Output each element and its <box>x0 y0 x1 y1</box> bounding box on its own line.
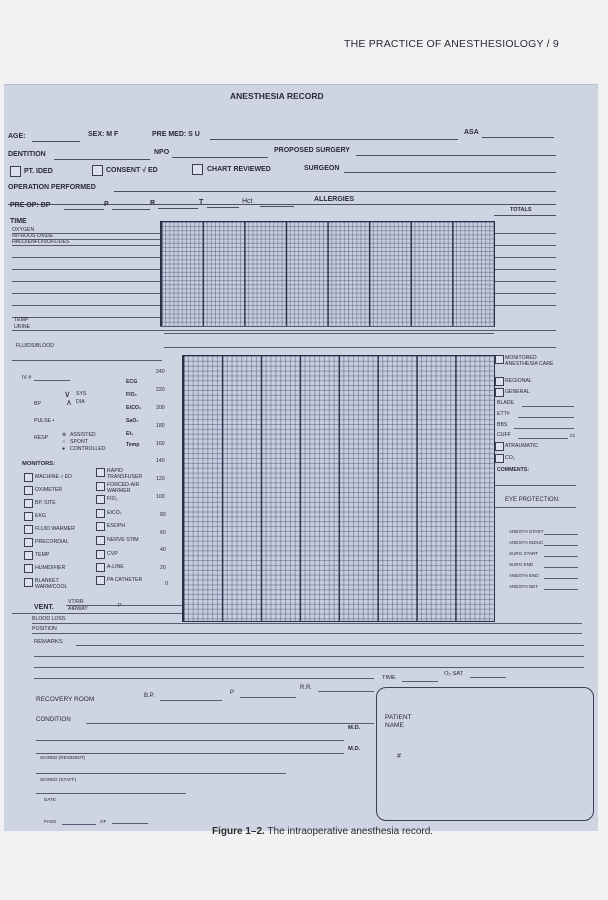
totals-row-line <box>494 293 556 294</box>
fio2-monitor-checkbox[interactable] <box>96 495 105 504</box>
totals-row-line <box>494 245 556 246</box>
nitrous-oxide-label: NITROUS OXIDE <box>12 233 53 239</box>
position-line[interactable] <box>32 633 582 634</box>
recovery-room-label: RECOVERY ROOM <box>36 696 95 703</box>
consent-label: CONSENT √ ED <box>106 167 158 174</box>
totals-row-line <box>494 269 556 270</box>
temp-label: TEMP <box>14 317 29 323</box>
surgeon-label: SURGEON <box>304 165 340 172</box>
ecg-label: ECG <box>126 379 138 385</box>
gas-row-line <box>12 233 160 234</box>
gas-time-grid[interactable] <box>160 221 495 327</box>
regional-label: REGIONAL <box>505 378 532 384</box>
totals-line <box>494 215 556 216</box>
remarks-line[interactable] <box>34 656 584 657</box>
allergies-label: ALLERGIES <box>314 196 355 203</box>
blanket-label: BLANKET WARM/COOL <box>35 578 68 590</box>
temp-monitor-checkbox[interactable] <box>24 551 33 560</box>
humidifier-label: HUMIDIFIER <box>35 565 66 571</box>
fio2-label: FIO₂ <box>126 392 137 398</box>
anesthesia-record-form <box>4 84 598 831</box>
cc-label: cc <box>570 433 576 439</box>
precordial-checkbox[interactable] <box>24 538 33 547</box>
operation-performed-label: OPERATION PERFORMED <box>8 184 96 191</box>
chart-reviewed-checkbox[interactable] <box>192 164 203 175</box>
etco2-monitor-checkbox[interactable] <box>96 509 105 518</box>
md-line-1[interactable] <box>36 740 344 741</box>
blade-field[interactable] <box>522 406 574 407</box>
dia-chevron-icon: ∧ <box>66 398 72 407</box>
md-label-1: M.D. <box>348 725 361 731</box>
ett-label: ETT# <box>497 411 510 417</box>
co2-label: CO₂ <box>505 455 515 461</box>
patient-identification-box <box>376 687 594 821</box>
scale-180: 180 <box>156 423 165 429</box>
scale-140: 140 <box>156 458 165 464</box>
rapid-transfuser-label: RAPID TRANSFUSER <box>107 468 143 480</box>
proposed-surgery-label: PROPOSED SURGERY <box>274 147 350 154</box>
o2sat-field[interactable] <box>470 677 506 678</box>
npo-label: NPO <box>154 149 170 156</box>
of-field[interactable] <box>112 823 148 824</box>
scale-200: 200 <box>156 405 165 411</box>
bottom-time-field[interactable] <box>402 681 438 682</box>
preop-hct-label: Hct <box>242 198 253 205</box>
vtrr-label: VT/RR <box>68 599 84 605</box>
md-line-2[interactable] <box>36 753 344 754</box>
iv-field[interactable] <box>34 380 70 381</box>
totals-row-line <box>494 305 556 306</box>
cuff-label: CUFF <box>497 432 511 438</box>
oxygen-label: OXYGEN <box>12 227 35 233</box>
remarks-line[interactable] <box>34 667 584 668</box>
comments-line[interactable] <box>494 485 576 486</box>
signed-staff-line[interactable] <box>36 773 286 774</box>
temp-param-label: Temp <box>126 442 140 448</box>
anesth-induc-field[interactable] <box>544 545 578 546</box>
strip-line <box>160 326 494 327</box>
scale-100: 100 <box>156 494 165 500</box>
figure-caption-text: The intraoperative anesthesia record. <box>267 826 434 837</box>
gas-row-line <box>12 293 160 294</box>
operation-performed-field[interactable] <box>114 191 556 192</box>
anesth-start-field[interactable] <box>544 534 578 535</box>
condition-label: CONDITION <box>36 716 71 723</box>
scale-160: 160 <box>156 441 165 447</box>
preop-bp-field[interactable] <box>64 209 104 210</box>
pa-catheter-label: PA CATHETER <box>107 577 143 583</box>
vent-bottom-line <box>12 613 182 614</box>
ekg-label: EKG <box>35 513 46 519</box>
mac-label: MONITORED ANESTHESIA CARE <box>505 355 554 367</box>
pt-ided-checkbox[interactable] <box>10 166 21 177</box>
urine-label: URINE <box>14 324 31 330</box>
scale-20: 20 <box>160 565 166 571</box>
allergies-field[interactable] <box>366 204 556 205</box>
nerve-stim-label: NERVE STIM <box>107 537 139 543</box>
vent-p-label: P <box>118 603 122 609</box>
page-field[interactable] <box>62 824 96 825</box>
rr-p-label: P <box>230 690 235 696</box>
rr-rr-field[interactable] <box>318 691 374 692</box>
totals-label: TOTALS <box>510 207 532 213</box>
fluids-row-line <box>164 347 556 348</box>
machine-checked-checkbox[interactable] <box>24 473 33 482</box>
preop-hct-field[interactable] <box>260 206 294 207</box>
controlled-label: CONTROLLED <box>70 446 106 452</box>
sao2-label: SaO₂ <box>126 418 139 424</box>
scale-0: 0 <box>165 581 168 587</box>
scale-240: 240 <box>156 369 165 375</box>
preop-t-label: T <box>199 199 204 206</box>
bbs-field[interactable] <box>514 428 574 429</box>
anesth-induc-label: ANESTH INDUC <box>509 540 544 545</box>
regional-checkbox[interactable] <box>495 377 504 386</box>
precordial-label: PRECORDIAL <box>35 539 69 545</box>
preop-bp-label: PRE OP: BP <box>10 202 51 209</box>
anesth-end-label: ANESTH END <box>509 573 539 578</box>
running-head: THE PRACTICE OF ANESTHESIOLOGY / 9 <box>344 38 559 50</box>
remarks-line[interactable] <box>34 678 374 679</box>
date-label: DATE <box>44 797 56 802</box>
age-field[interactable] <box>32 141 80 142</box>
gas-row-line <box>12 317 160 318</box>
npo-field[interactable] <box>172 157 268 158</box>
scale-220: 220 <box>156 387 165 393</box>
oximeter-label: OXIMETER <box>35 487 63 493</box>
surg-start-label: SURG START <box>509 551 539 556</box>
co2-checkbox[interactable] <box>495 454 504 463</box>
fluids-blood-label: FLUIDS/BLOOD <box>16 343 55 349</box>
rr-p-field[interactable] <box>240 697 296 698</box>
preop-p-field[interactable] <box>112 209 150 210</box>
etco2-label: EtCO₂ <box>126 405 142 411</box>
dia-label: DIA <box>76 399 85 405</box>
figure-label: Figure 1–2. <box>212 826 265 837</box>
totals-row-line <box>494 281 556 282</box>
scale-80: 80 <box>160 512 166 518</box>
remarks-label: REMARKS <box>34 639 63 645</box>
ett-field[interactable] <box>518 417 574 418</box>
anesth-end-field[interactable] <box>544 578 578 579</box>
gas-row-line <box>12 239 160 240</box>
general-label: GENERAL <box>505 389 530 395</box>
mac-checkbox[interactable] <box>495 355 504 364</box>
blood-loss-line[interactable] <box>32 623 582 624</box>
oximeter-checkbox[interactable] <box>24 486 33 495</box>
patient-number-label: # <box>397 753 401 760</box>
surg-start-field[interactable] <box>544 556 578 557</box>
assisted-radio-icon[interactable]: ⊗ <box>62 432 67 438</box>
dentition-label: DENTITION <box>8 151 46 158</box>
scale-60: 60 <box>160 530 166 536</box>
gas-row-line <box>12 269 160 270</box>
iv-label: IV # <box>22 375 32 381</box>
eye-protection-line[interactable] <box>494 507 576 508</box>
temp-monitor-label: TEMP <box>35 552 50 558</box>
a-line-checkbox[interactable] <box>96 563 105 572</box>
gas-row-line <box>12 257 160 258</box>
etco2-monitor-label: EtCO₂ <box>107 510 122 516</box>
remarks-line[interactable] <box>76 645 584 646</box>
rr-rr-label: R.R. <box>300 685 312 691</box>
fluid-warmer-checkbox[interactable] <box>24 525 33 534</box>
asa-field[interactable] <box>482 137 554 138</box>
time-label: TIME <box>10 218 27 225</box>
date-line[interactable] <box>36 793 186 794</box>
nerve-stim-checkbox[interactable] <box>96 536 105 545</box>
blanket-checkbox[interactable] <box>24 578 33 587</box>
a-line-label: A-LINE <box>107 564 124 570</box>
figure-caption <box>212 826 433 837</box>
spont-radio-icon[interactable]: ○ <box>62 439 66 445</box>
esoph-checkbox[interactable] <box>96 522 105 531</box>
preop-t-field[interactable] <box>207 207 239 208</box>
preop-r-label: R <box>150 200 156 207</box>
signed-resident-label: SIGNED (RESIDENT) <box>40 755 86 760</box>
surg-end-field[interactable] <box>544 567 578 568</box>
proposed-surgery-field[interactable] <box>356 155 556 156</box>
position-label: POSITION <box>32 626 57 632</box>
rapid-transfuser-checkbox[interactable] <box>96 468 105 477</box>
pt-ided-label: PT. IDED <box>24 168 53 175</box>
page-label: PAGE <box>44 819 57 824</box>
ekg-checkbox[interactable] <box>24 512 33 521</box>
urine-line <box>12 330 556 331</box>
asa-label: ASA <box>464 129 479 136</box>
halo-label: HALO/ENFL/ISOFL/DES <box>12 239 70 245</box>
bp-site-checkbox[interactable] <box>24 499 33 508</box>
humidifier-checkbox[interactable] <box>24 564 33 573</box>
blood-loss-label: BLOOD LOSS <box>32 616 66 622</box>
controlled-radio-icon[interactable]: ● <box>62 446 66 452</box>
totals-row-line <box>494 257 556 258</box>
cvp-label: CVP <box>107 551 118 557</box>
comments-label: COMMENTS: <box>497 467 529 473</box>
consent-checkbox[interactable] <box>92 165 103 176</box>
chart-reviewed-label: CHART REVIEWED <box>207 166 271 173</box>
airway-label: AIRWAY <box>68 606 88 612</box>
bbs-label: BBS <box>497 422 508 428</box>
forced-air-warmer-label: FORCED-AIR WARMER <box>107 482 140 494</box>
pulse-label: PULSE • <box>34 418 55 424</box>
anesth-net-field[interactable] <box>544 589 578 590</box>
premed-label: PRE MED: S U <box>152 131 200 138</box>
blade-label: BLADE <box>497 400 515 406</box>
scale-40: 40 <box>160 547 166 553</box>
dentition-field[interactable] <box>54 159 150 160</box>
totals-row-line <box>494 233 556 234</box>
sys-chevron-icon: ∨ <box>64 389 71 399</box>
bp-label: BP <box>34 401 41 407</box>
o2sat-label: O₂ SAT <box>444 671 464 677</box>
general-checkbox[interactable] <box>495 388 504 397</box>
atraumatic-checkbox[interactable] <box>495 442 504 451</box>
age-label: AGE: <box>8 133 26 140</box>
vent-label: VENT. <box>34 604 54 611</box>
rr-bp-label: B.P. <box>144 693 155 699</box>
anesth-net-label: ANESTH NET <box>509 584 539 589</box>
scale-120: 120 <box>156 476 165 482</box>
md-label-2: M.D. <box>348 746 361 752</box>
atraumatic-label: ATRAUMATIC <box>505 443 538 449</box>
resp-label: RESP <box>34 435 49 441</box>
gas-row-line <box>12 281 160 282</box>
fluid-warmer-label: FLUID WARMER <box>35 526 75 532</box>
cuff-field[interactable] <box>518 438 568 439</box>
form-title: ANESTHESIA RECORD <box>230 91 324 101</box>
condition-field[interactable] <box>86 723 374 724</box>
of-label: OF <box>100 819 107 824</box>
preop-p-label: P <box>104 201 109 208</box>
assisted-label: ASSISTED <box>70 432 96 438</box>
eye-protection-label: EYE PROTECTION: <box>505 497 560 503</box>
anesth-start-label: ANESTH START <box>509 529 544 534</box>
signed-staff-label: SIGNED (STAFF) <box>40 777 77 782</box>
vitals-chart-grid[interactable] <box>182 355 495 622</box>
monitors-title: MONITORS: <box>22 461 56 467</box>
gas-row-line <box>12 245 160 246</box>
rr-bp-field[interactable] <box>160 700 222 701</box>
sex-label: SEX: M F <box>88 131 119 138</box>
et-label: Et₁ <box>126 431 134 437</box>
surg-end-label: SURG END <box>509 562 534 567</box>
sys-label: SYS <box>76 391 87 397</box>
esoph-label: ESOPH <box>107 523 126 529</box>
vent-line <box>66 605 182 606</box>
forced-air-warmer-checkbox[interactable] <box>96 482 105 491</box>
gas-row-line <box>12 305 160 306</box>
machine-checked-label: MACHINE √ ED <box>35 474 72 480</box>
pa-catheter-checkbox[interactable] <box>96 576 105 585</box>
bp-site-label: BP. SITE <box>35 500 56 506</box>
premed-field[interactable] <box>210 139 458 140</box>
fluids-row-line <box>164 333 494 334</box>
fluids-row-line <box>12 360 162 361</box>
preop-r-field[interactable] <box>158 208 198 209</box>
spont-label: SPONT <box>70 439 88 445</box>
cvp-checkbox[interactable] <box>96 550 105 559</box>
patient-name-label: PATIENT NAME <box>385 714 412 729</box>
bottom-time-label: TIME <box>382 675 396 681</box>
surgeon-field[interactable] <box>344 172 556 173</box>
fio2-monitor-label: FIO₂ <box>107 496 118 502</box>
